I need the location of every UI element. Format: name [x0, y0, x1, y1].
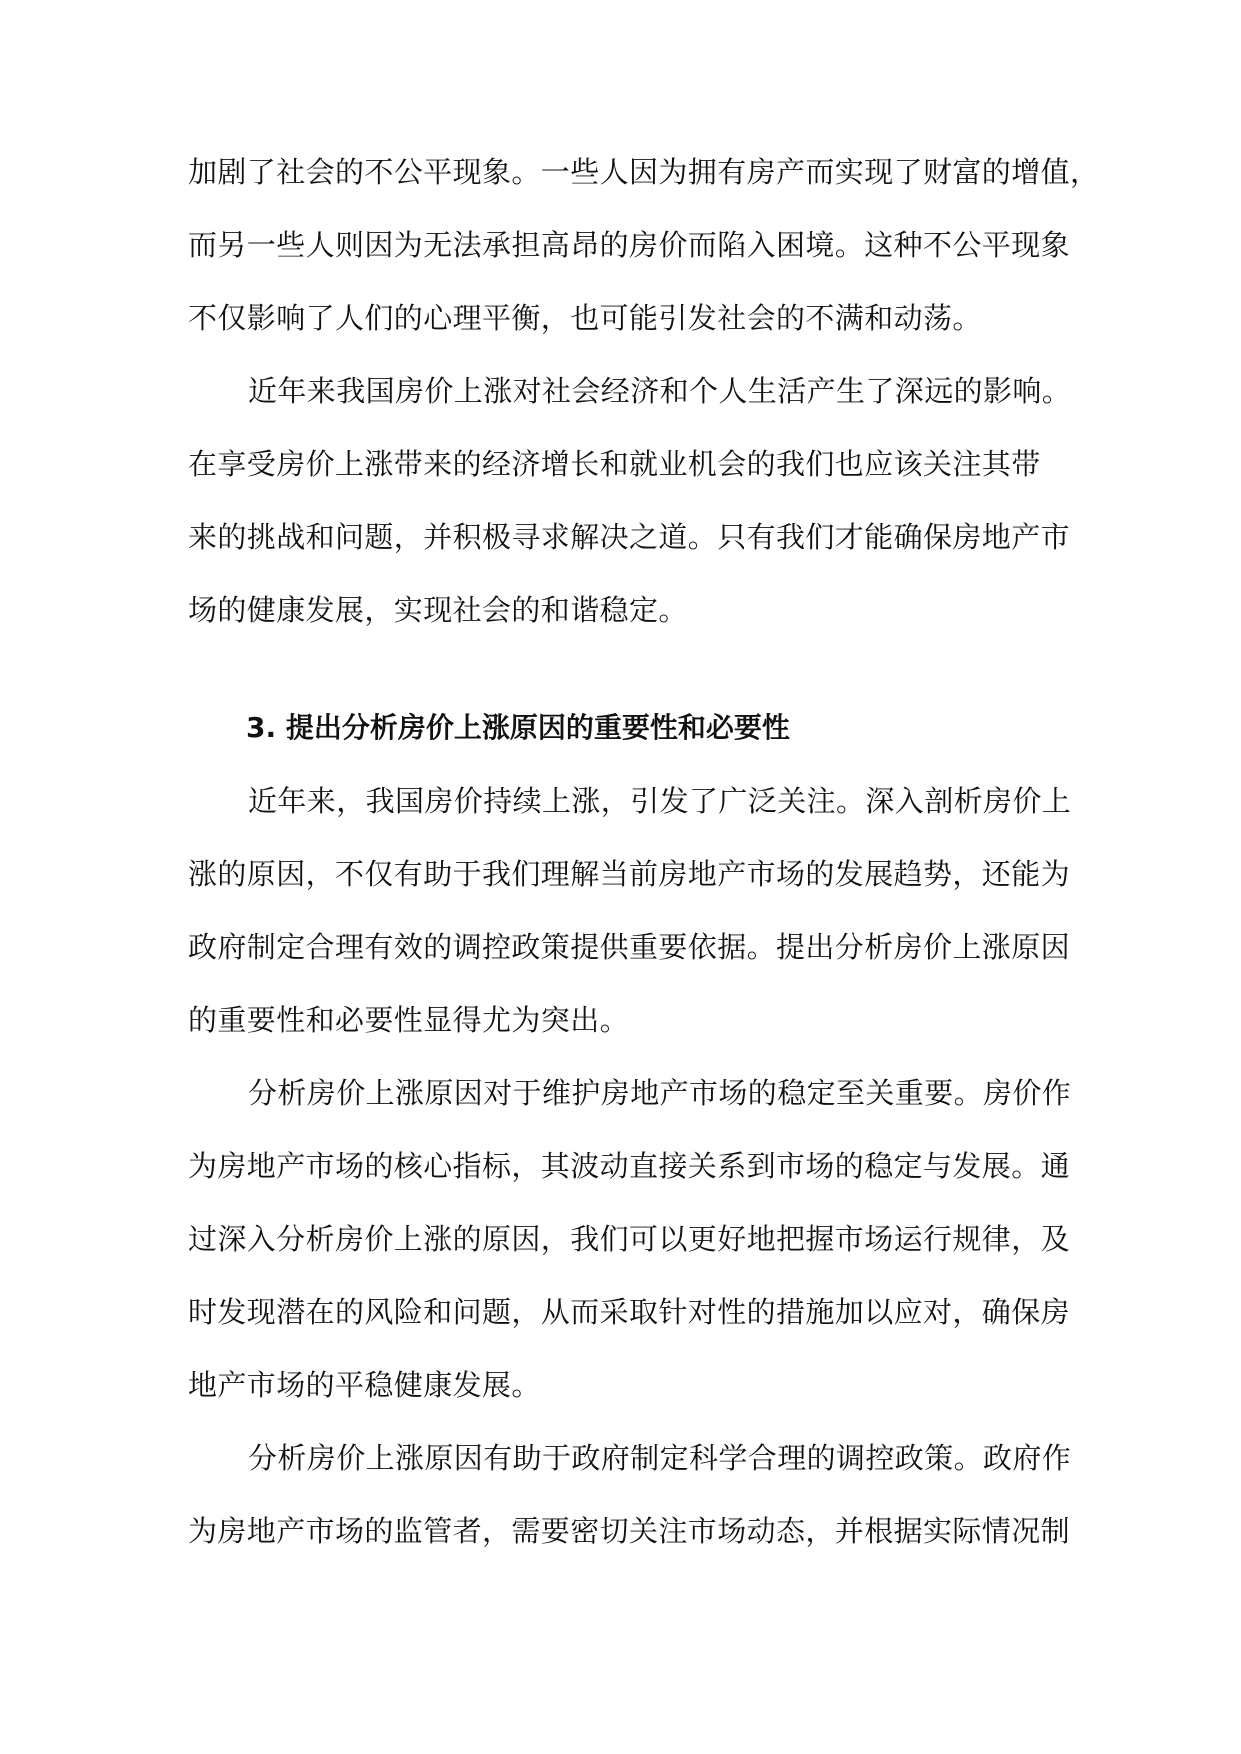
- paragraph-4-line-1: 分析房价上涨原因对于维护房地产市场的稳定至关重要。房价作: [248, 1076, 1072, 1110]
- paragraph-2-line-4: 场的健康发展，实现社会的和谐稳定。: [188, 593, 688, 627]
- paragraph-4-line-2: 为房地产市场的核心指标，其波动直接关系到市场的稳定与发展。通: [188, 1149, 1071, 1183]
- paragraph-5-line-2: 为房地产市场的监管者，需要密切关注市场动态，并根据实际情况制: [188, 1514, 1071, 1548]
- paragraph-1-line-2: 而另一些人则因为无法承担高昂的房价而陷入困境。这种不公平现象: [188, 228, 1071, 262]
- paragraph-4-line-4: 时发现潜在的风险和问题，从而采取针对性的措施加以应对，确保房: [188, 1295, 1071, 1329]
- paragraph-3-line-3: 政府制定合理有效的调控政策提供重要依据。提出分析房价上涨原因: [188, 930, 1071, 964]
- paragraph-2-line-2: 在享受房价上涨带来的经济增长和就业机会的我们也应该关注其带: [188, 447, 1041, 481]
- paragraph-4-line-3: 过深入分析房价上涨的原因，我们可以更好地把握市场运行规律，及: [188, 1222, 1071, 1256]
- paragraph-1-line-3: 不仅影响了人们的心理平衡，也可能引发社会的不满和动荡。: [188, 301, 982, 335]
- section-heading: 3. 提出分析房价上涨原因的重要性和必要性: [246, 711, 790, 744]
- paragraph-2-line-1: 近年来我国房价上涨对社会经济和个人生活产生了深远的影响。: [248, 374, 1072, 408]
- paragraph-4-line-5: 地产市场的平稳健康发展。: [188, 1368, 541, 1402]
- paragraph-3-line-2: 涨的原因，不仅有助于我们理解当前房地产市场的发展趋势，还能为: [188, 857, 1071, 891]
- paragraph-3-line-4: 的重要性和必要性显得尤为突出。: [188, 1003, 630, 1037]
- paragraph-2-line-3: 来的挑战和问题，并积极寻求解决之道。只有我们才能确保房地产市: [188, 520, 1071, 554]
- paragraph-5-line-1: 分析房价上涨原因有助于政府制定科学合理的调控政策。政府作: [248, 1441, 1072, 1475]
- paragraph-1-line-1: 加剧了社会的不公平现象。一些人因为拥有房产而实现了财富的增值，: [188, 155, 1100, 189]
- paragraph-3-line-1: 近年来，我国房价持续上涨，引发了广泛关注。深入剖析房价上: [248, 784, 1072, 818]
